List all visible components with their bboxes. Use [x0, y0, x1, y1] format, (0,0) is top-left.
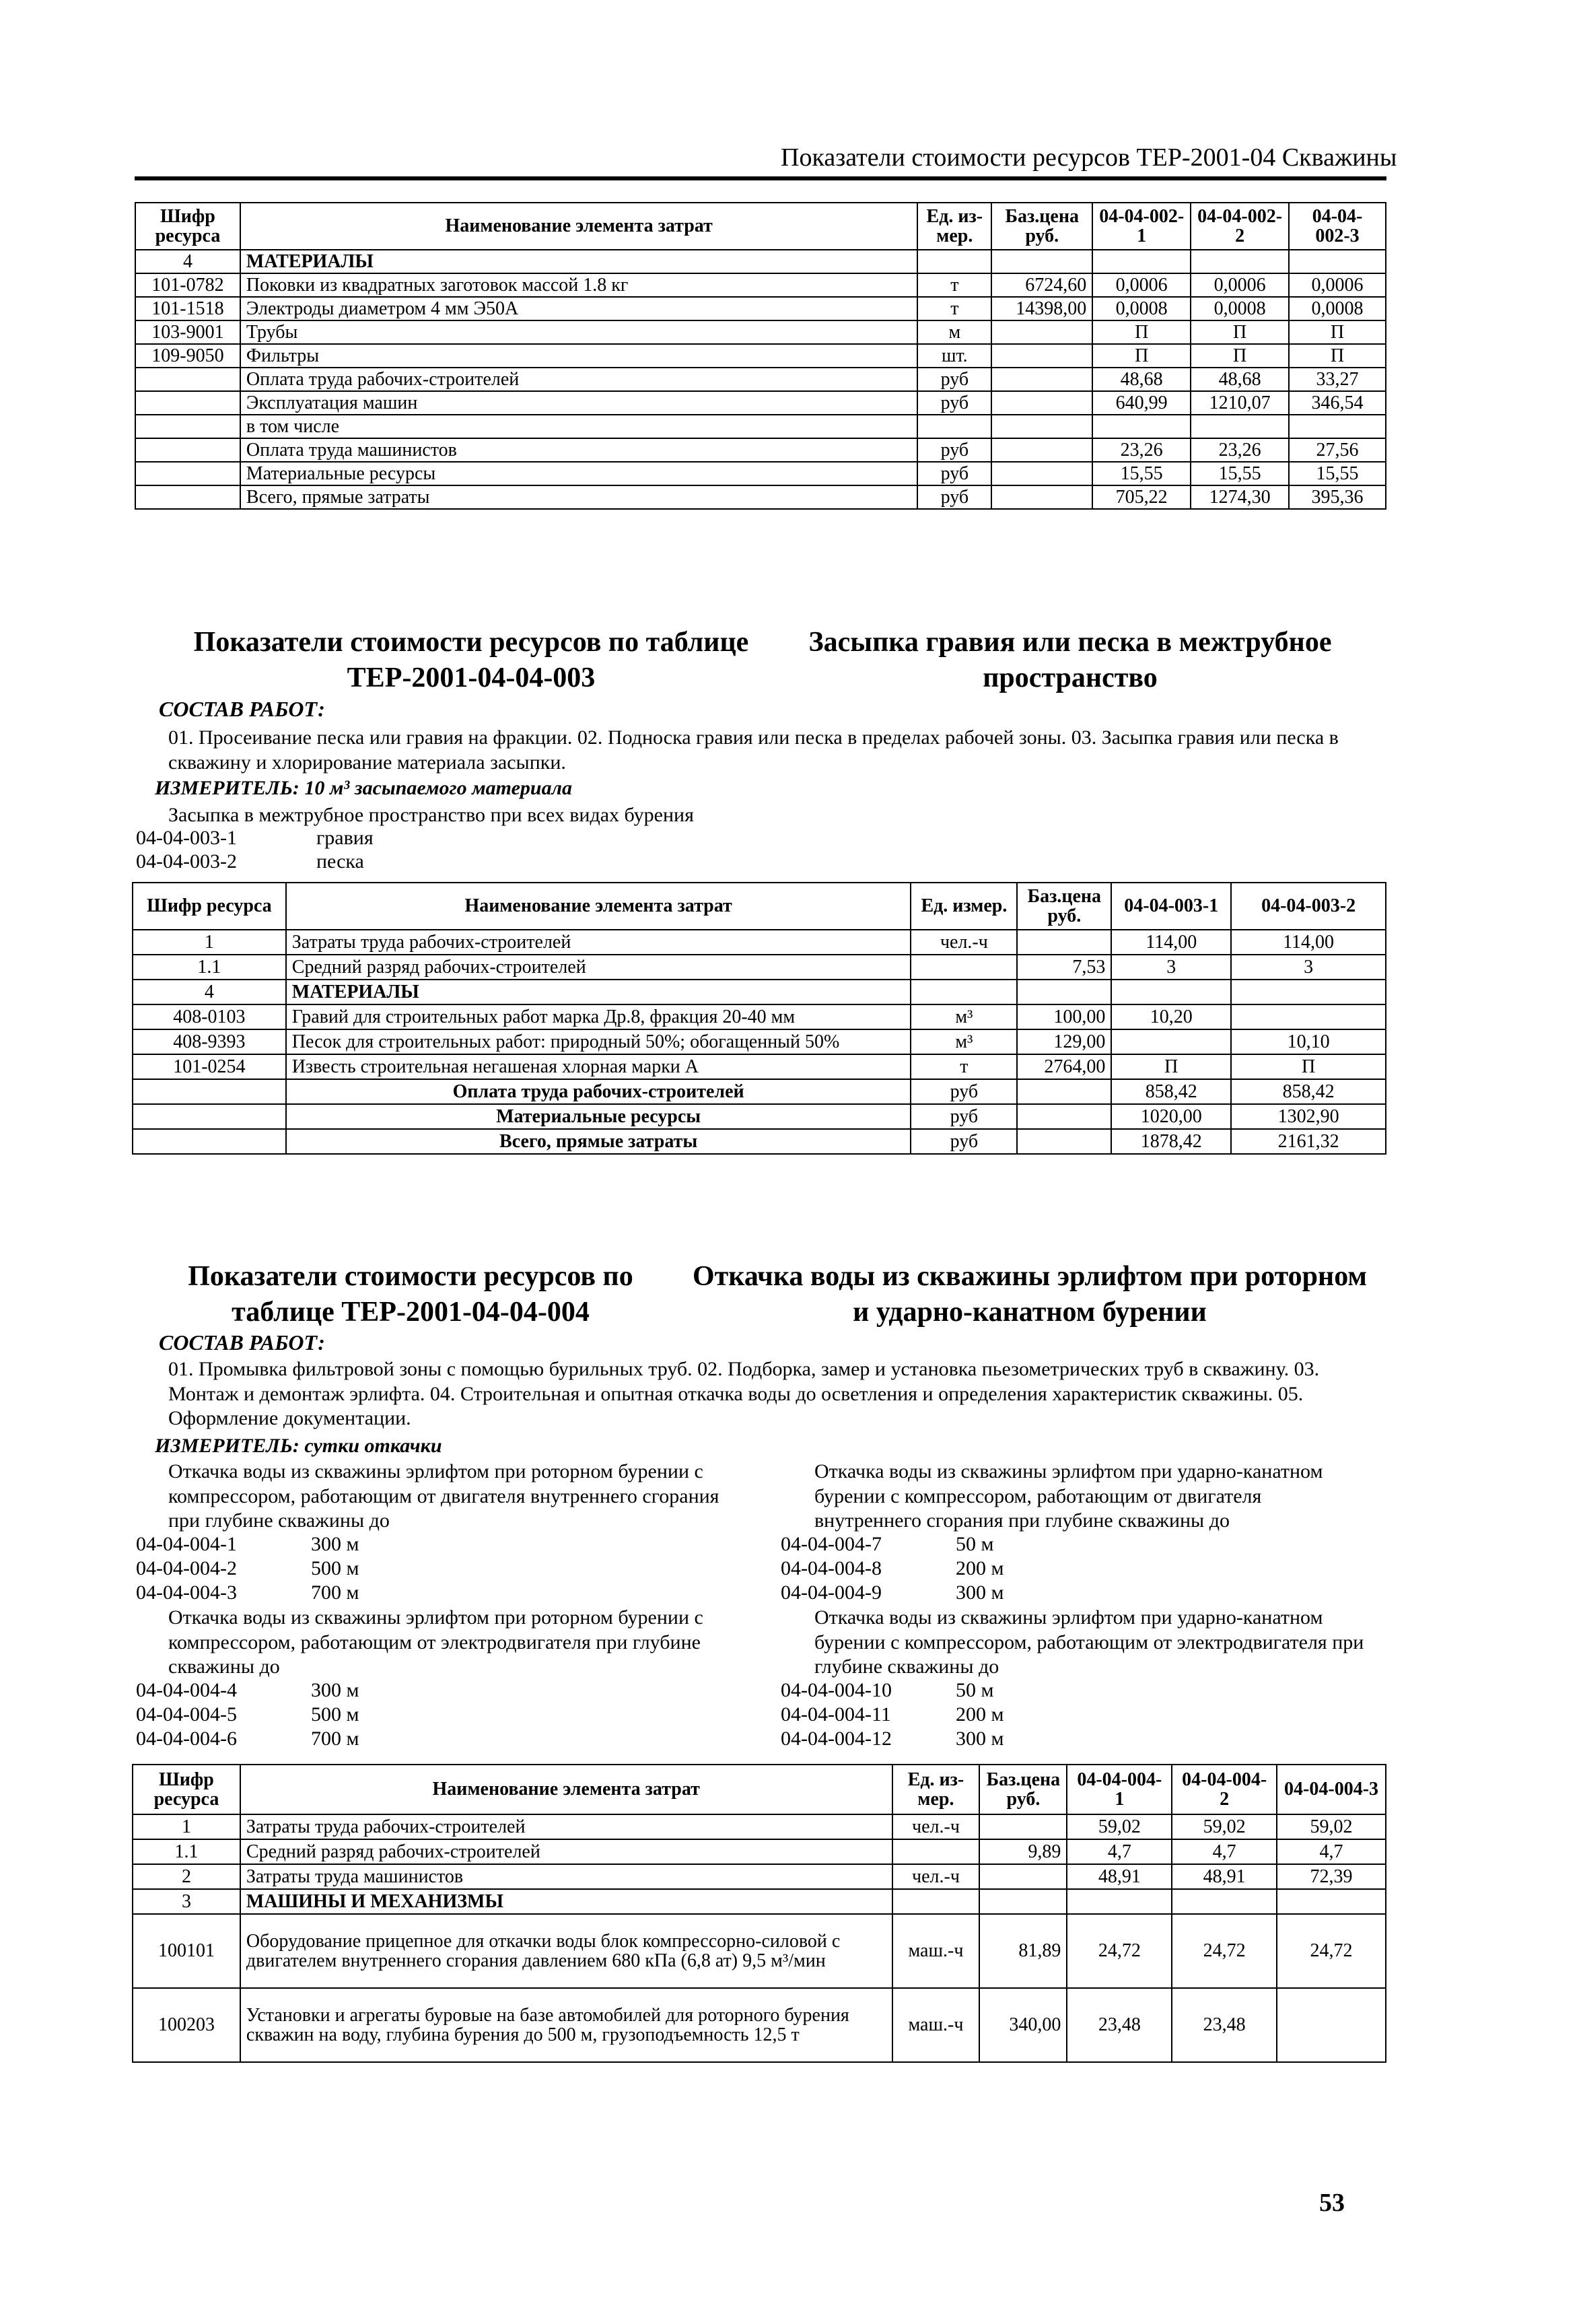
table-cell: 1.1	[133, 1839, 240, 1864]
column-header: 04-04-003-1	[1111, 883, 1231, 930]
work-description: Засыпка в межтрубное пространство при всех видах бурения	[168, 804, 694, 826]
table-cell	[991, 344, 1092, 368]
table-cell	[1277, 1889, 1386, 1914]
table-cell: 24,72	[1172, 1914, 1277, 1988]
sostav-text: 01. Промывка фильтровой зоны с помощью бурильных труб. 02. Подборка, замер и установка пьезометрических труб в скважину. 03. Монтаж и демонтаж эрлифта. 04. Строительная и опытная откачка воды до осветления и определения характеристик скважины. 05. Оформление документации.	[168, 1358, 1320, 1430]
table-row	[133, 1814, 1386, 1839]
table-cell	[911, 980, 1017, 1004]
column-header: 04-04-002-2	[1191, 203, 1289, 250]
table-cell: МАТЕРИАЛЫ	[286, 980, 911, 1004]
table-cell: МАТЕРИАЛЫ	[240, 250, 917, 273]
table-cell: т	[917, 273, 991, 297]
table-cell: 4	[133, 980, 286, 1004]
table-row	[135, 273, 1386, 297]
table-cell	[135, 438, 240, 462]
table-cell	[1067, 1889, 1172, 1914]
table-cell: руб	[917, 438, 991, 462]
table-cell	[991, 391, 1092, 415]
table-cell: 4,7	[1277, 1839, 1386, 1864]
table-cell: 2764,00	[1017, 1054, 1111, 1079]
table-cell: 340,00	[979, 1988, 1067, 2062]
table-cell: 24,72	[1277, 1914, 1386, 1988]
table-cell	[892, 1839, 980, 1864]
table-cell: 705,22	[1092, 485, 1191, 509]
table-cell	[991, 320, 1092, 344]
table-cell: Всего, прямые затраты	[286, 1129, 911, 1154]
column-header: Баз.цена руб.	[991, 203, 1092, 250]
column-header: Ед. из-мер.	[917, 203, 991, 250]
resource-table-002	[135, 202, 1386, 510]
section-title-003-left: Показатели стоимости ресурсов по таблице ТЕР-2001-04-04-003	[193, 627, 749, 693]
column-header: Наименование элемента затрат	[240, 203, 917, 250]
table-row	[135, 320, 1386, 344]
group-description: Откачка воды из скважины эрлифтом при ударно-канатном бурении с компрессором, работающим от двигателя внутреннего сгорания при глубине скважины до	[814, 1460, 1323, 1532]
table-cell	[991, 250, 1092, 273]
table-cell: т	[917, 297, 991, 320]
table-cell: 10,10	[1231, 1029, 1386, 1054]
table-cell	[917, 415, 991, 438]
table-cell: руб	[917, 485, 991, 509]
table-cell	[1017, 980, 1111, 1004]
header-rule	[135, 176, 1386, 180]
table-cell	[1017, 1104, 1111, 1129]
column-header: 04-04-003-2	[1231, 883, 1386, 930]
table-cell: П	[1092, 344, 1191, 368]
table-row	[135, 485, 1386, 509]
table-cell: руб	[911, 1079, 1017, 1104]
section-title-004-right: Откачка воды из скважины эрлифтом при роторном и ударно-канатном бурении	[692, 1261, 1368, 1328]
table-row	[135, 415, 1386, 438]
table-cell: 408-9393	[133, 1029, 286, 1054]
code-line: 04-04-003-2	[136, 850, 237, 873]
table-cell: Оплата труда рабочих-строителей	[286, 1079, 911, 1104]
column-header: 04-04-002-3	[1289, 203, 1386, 250]
table-header-row	[133, 883, 1386, 930]
table-cell: 408-0103	[133, 1004, 286, 1029]
table-cell	[133, 1079, 286, 1104]
column-header: Шифр ресурса	[133, 883, 286, 930]
table-cell: 100203	[133, 1988, 240, 2062]
table-cell: 1210,07	[1191, 391, 1289, 415]
table-cell: МАШИНЫ И МЕХАНИЗМЫ	[240, 1889, 892, 1914]
table-cell: 4	[135, 250, 240, 273]
column-header: Баз.цена руб.	[979, 1765, 1067, 1814]
table-cell: 395,36	[1289, 485, 1386, 509]
section-title-003-right: Засыпка гравия или песка в межтрубное пространство	[808, 627, 1332, 693]
table-row	[135, 438, 1386, 462]
table-cell: руб	[911, 1129, 1017, 1154]
table-cell: 858,42	[1231, 1079, 1386, 1104]
code-line: 04-04-003-1	[136, 827, 237, 849]
table-cell	[135, 368, 240, 391]
table-cell: 23,26	[1191, 438, 1289, 462]
table-cell: 109-9050	[135, 344, 240, 368]
table-cell: м³	[911, 1004, 1017, 1029]
table-cell: 59,02	[1172, 1814, 1277, 1839]
table-header-row	[135, 203, 1386, 250]
table-cell: Гравий для строительных работ марка Др.8, фракция 20-40 мм	[286, 1004, 911, 1029]
table-cell: Затраты труда рабочих-строителей	[240, 1814, 892, 1839]
table-row	[135, 344, 1386, 368]
table-cell	[911, 955, 1017, 980]
table-cell: 114,00	[1111, 930, 1231, 955]
table-cell: 1	[133, 930, 286, 955]
table-cell: руб	[917, 368, 991, 391]
table-cell: чел.-ч	[892, 1864, 980, 1889]
table-row	[135, 297, 1386, 320]
table-cell: 100101	[133, 1914, 240, 1988]
table-cell: П	[1111, 1054, 1231, 1079]
table-cell: Трубы	[240, 320, 917, 344]
table-cell: чел.-ч	[911, 930, 1017, 955]
table-cell: 4,7	[1067, 1839, 1172, 1864]
table-row	[135, 368, 1386, 391]
code-list: 04-04-004-1 300 м 04-04-004-2 500 м 04-04-004-3 700 м	[136, 1533, 359, 1604]
group-description: Откачка воды из скважины эрлифтом при ударно-канатном бурении с компрессором, работающим от электродвигателя при глубине скважины до	[814, 1606, 1364, 1678]
table-cell: 15,55	[1191, 462, 1289, 485]
table-cell: Всего, прямые затраты	[240, 485, 917, 509]
resource-table-003	[132, 882, 1386, 1155]
table-row	[135, 391, 1386, 415]
table-cell: Оплата труда машинистов	[240, 438, 917, 462]
table-cell	[991, 368, 1092, 391]
table-cell	[991, 485, 1092, 509]
table-cell	[917, 250, 991, 273]
table-cell: 114,00	[1231, 930, 1386, 955]
table-cell: 33,27	[1289, 368, 1386, 391]
table-cell: маш.-ч	[892, 1914, 980, 1988]
table-cell: 1	[133, 1814, 240, 1839]
table-cell: 101-1518	[135, 297, 240, 320]
sostav-text: 01. Просеивание песка или гравия на фракции. 02. Подноска гравия или песка в пределах рабочей зоны. 03. Засыпка гравия или песка в скважину и хлорирование материала засыпки.	[168, 726, 1339, 774]
table-cell	[1191, 250, 1289, 273]
table-cell	[991, 415, 1092, 438]
table-cell: 15,55	[1289, 462, 1386, 485]
table-cell	[1172, 1889, 1277, 1914]
table-cell: Фильтры	[240, 344, 917, 368]
table-row	[135, 250, 1386, 273]
resource-table-004	[132, 1764, 1386, 2063]
table-cell: 858,42	[1111, 1079, 1231, 1104]
izmeritel: ИЗМЕРИТЕЛЬ: 10 м³ засыпаемого материала	[155, 777, 573, 799]
table-cell: 0,0006	[1191, 273, 1289, 297]
table-cell	[1111, 980, 1231, 1004]
table-cell: Эксплуатация машин	[240, 391, 917, 415]
table-cell	[991, 462, 1092, 485]
table-row	[133, 930, 1386, 955]
table-cell	[133, 1129, 286, 1154]
table-cell: 14398,00	[991, 297, 1092, 320]
table-cell: Поковки из квадратных заготовок массой 1.8 кг	[240, 273, 917, 297]
table-cell	[979, 1814, 1067, 1839]
table-cell: 7,53	[1017, 955, 1111, 980]
table-cell	[135, 391, 240, 415]
table-cell	[1017, 930, 1111, 955]
table-cell: м³	[911, 1029, 1017, 1054]
table-cell	[135, 462, 240, 485]
table-cell: 0,0008	[1289, 297, 1386, 320]
table-cell	[1017, 1079, 1111, 1104]
table-row	[133, 1054, 1386, 1079]
table-cell	[979, 1864, 1067, 1889]
table-cell: руб	[917, 391, 991, 415]
table-row	[133, 955, 1386, 980]
izmeritel: ИЗМЕРИТЕЛЬ: сутки откачки	[155, 1435, 442, 1457]
column-header: 04-04-004-3	[1277, 1765, 1386, 1814]
table-cell: П	[1092, 320, 1191, 344]
table-cell: 3	[1231, 955, 1386, 980]
table-cell: 101-0782	[135, 273, 240, 297]
table-row	[133, 1839, 1386, 1864]
table-cell: 101-0254	[133, 1054, 286, 1079]
table-cell: Средний разряд рабочих-строителей	[286, 955, 911, 980]
table-cell: 6724,60	[991, 273, 1092, 297]
table-cell: П	[1289, 344, 1386, 368]
column-header: Ед. из-мер.	[892, 1765, 980, 1814]
table-cell	[135, 415, 240, 438]
column-header: Шифр ресурса	[135, 203, 240, 250]
table-row	[133, 980, 1386, 1004]
table-cell: 640,99	[1092, 391, 1191, 415]
table-cell: Материальные ресурсы	[240, 462, 917, 485]
table-cell	[991, 438, 1092, 462]
table-cell	[979, 1889, 1067, 1914]
table-row	[133, 1889, 1386, 1914]
table-cell: 81,89	[979, 1914, 1067, 1988]
table-cell	[135, 485, 240, 509]
table-cell: 346,54	[1289, 391, 1386, 415]
table-cell: Установки и агрегаты буровые на базе автомобилей для роторного бурения скважин на воду, глубина бурения до 500 м, грузоподъемность 12,5 т	[240, 1988, 892, 2062]
table-cell: чел.-ч	[892, 1814, 980, 1839]
section-title-004-left: Показатели стоимости ресурсов по таблице ТЕР-2001-04-04-004	[188, 1261, 633, 1328]
table-cell: 129,00	[1017, 1029, 1111, 1054]
table-cell: в том числе	[240, 415, 917, 438]
table-row	[133, 1988, 1386, 2062]
column-header: 04-04-004-2	[1172, 1765, 1277, 1814]
table-cell	[1277, 1988, 1386, 2062]
table-cell: 72,39	[1277, 1864, 1386, 1889]
table-cell: Затраты труда машинистов	[240, 1864, 892, 1889]
table-cell	[1289, 250, 1386, 273]
table-cell: П	[1191, 344, 1289, 368]
table-cell: Электроды диаметром 4 мм Э50А	[240, 297, 917, 320]
table-cell	[892, 1889, 980, 1914]
table-row	[135, 462, 1386, 485]
table-cell: 9,89	[979, 1839, 1067, 1864]
table-cell	[133, 1104, 286, 1129]
code-list: 04-04-004-10 50 м 04-04-004-11 200 м 04-04-004-12 300 м	[781, 1679, 1004, 1750]
table-cell	[1092, 250, 1191, 273]
table-cell	[1289, 415, 1386, 438]
table-cell: Песок для строительных работ: природный 50%; обогащенный 50%	[286, 1029, 911, 1054]
table-row	[133, 1864, 1386, 1889]
table-cell: Затраты труда рабочих-строителей	[286, 930, 911, 955]
table-cell	[1017, 1129, 1111, 1154]
column-header: Наименование элемента затрат	[286, 883, 911, 930]
table-row	[133, 1004, 1386, 1029]
table-cell: руб	[917, 462, 991, 485]
table-cell	[1092, 415, 1191, 438]
table-cell: П	[1231, 1054, 1386, 1079]
table-cell: 103-9001	[135, 320, 240, 344]
table-cell: Оборудование прицепное для откачки воды блок компрессорно-силовой с двигателем внутреннего сгорания давлением 680 кПа (6,8 ат) 9,5 м³/мин	[240, 1914, 892, 1988]
table-cell: 23,26	[1092, 438, 1191, 462]
column-header: 04-04-002-1	[1092, 203, 1191, 250]
table-cell: руб	[911, 1104, 1017, 1129]
table-cell: 1274,30	[1191, 485, 1289, 509]
table-cell: 2161,32	[1231, 1129, 1386, 1154]
table-cell: 2	[133, 1864, 240, 1889]
table-row	[133, 1079, 1386, 1104]
table-cell: 23,48	[1067, 1988, 1172, 2062]
table-cell	[1231, 1004, 1386, 1029]
code-name: гравия	[316, 827, 374, 849]
table-cell: т	[911, 1054, 1017, 1079]
table-cell: 48,68	[1191, 368, 1289, 391]
table-cell: 0,0008	[1191, 297, 1289, 320]
code-name: песка	[316, 850, 364, 873]
table-row	[133, 1104, 1386, 1129]
table-cell: 10,20	[1111, 1004, 1231, 1029]
table-cell: маш.-ч	[892, 1988, 980, 2062]
table-cell: 0,0008	[1092, 297, 1191, 320]
page-number: 53	[1319, 2189, 1345, 2217]
table-cell: м	[917, 320, 991, 344]
table-cell	[1191, 415, 1289, 438]
table-cell: П	[1191, 320, 1289, 344]
page-header: Показатели стоимости ресурсов ТЕР-2001-04 Скважины	[781, 143, 1397, 172]
table-cell: 23,48	[1172, 1988, 1277, 2062]
column-header: Наименование элемента затрат	[240, 1765, 892, 1814]
table-cell: 0,0006	[1289, 273, 1386, 297]
group-description: Откачка воды из скважины эрлифтом при роторном бурении с компрессором, работающим от электродвигателя при глубине скважины до	[168, 1606, 703, 1678]
table-cell: 100,00	[1017, 1004, 1111, 1029]
table-cell: 27,56	[1289, 438, 1386, 462]
table-cell: 1302,90	[1231, 1104, 1386, 1129]
table-cell: 1878,42	[1111, 1129, 1231, 1154]
code-list: 04-04-004-7 50 м 04-04-004-8 200 м 04-04-004-9 300 м	[781, 1533, 1004, 1604]
table-cell: 4,7	[1172, 1839, 1277, 1864]
table-cell: 0,0006	[1092, 273, 1191, 297]
column-header: Шифр ресурса	[133, 1765, 240, 1814]
table-cell: 24,72	[1067, 1914, 1172, 1988]
sostav-label: СОСТАВ РАБОТ:	[159, 697, 325, 721]
table-cell: 48,91	[1172, 1864, 1277, 1889]
table-header-row	[133, 1765, 1386, 1814]
table-cell: 3	[133, 1889, 240, 1914]
table-cell: 15,55	[1092, 462, 1191, 485]
table-cell: Известь строительная негашеная хлорная марки А	[286, 1054, 911, 1079]
table-cell: П	[1289, 320, 1386, 344]
table-cell: шт.	[917, 344, 991, 368]
table-cell: 1020,00	[1111, 1104, 1231, 1129]
group-description: Откачка воды из скважины эрлифтом при роторном бурении с компрессором, работающим от двигателя внутреннего сгорания при глубине скважины до	[168, 1460, 719, 1532]
code-list: 04-04-004-4 300 м 04-04-004-5 500 м 04-04-004-6 700 м	[136, 1679, 359, 1750]
table-cell: Оплата труда рабочих-строителей	[240, 368, 917, 391]
column-header: Ед. измер.	[911, 883, 1017, 930]
table-cell: 59,02	[1067, 1814, 1172, 1839]
table-cell: Материальные ресурсы	[286, 1104, 911, 1129]
table-cell	[1231, 980, 1386, 1004]
sostav-label: СОСТАВ РАБОТ:	[159, 1330, 325, 1355]
table-cell	[1111, 1029, 1231, 1054]
table-cell: 3	[1111, 955, 1231, 980]
table-row	[133, 1029, 1386, 1054]
column-header: Баз.цена руб.	[1017, 883, 1111, 930]
table-cell: Средний разряд рабочих-строителей	[240, 1839, 892, 1864]
table-cell: 48,68	[1092, 368, 1191, 391]
table-row	[133, 1129, 1386, 1154]
table-cell: 48,91	[1067, 1864, 1172, 1889]
table-cell: 59,02	[1277, 1814, 1386, 1839]
column-header: 04-04-004-1	[1067, 1765, 1172, 1814]
table-row	[133, 1914, 1386, 1988]
table-cell: 1.1	[133, 955, 286, 980]
